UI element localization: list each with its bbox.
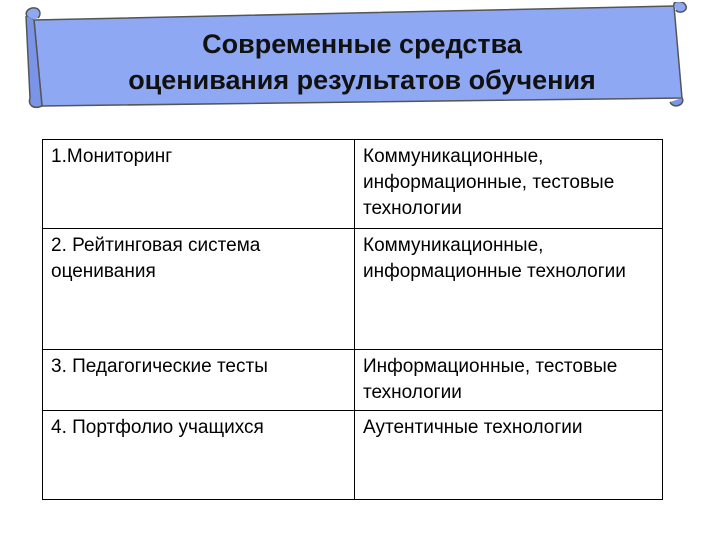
table-cell-technology: Аутентичные технологии <box>355 411 663 500</box>
table-row <box>43 350 663 411</box>
title-line-2: оценивания результатов обучения <box>128 65 596 95</box>
table-cell-method: 3. Педагогические тесты <box>43 350 355 411</box>
table-cell-method: 2. Рейтинговая система оценивания <box>43 229 355 350</box>
page-title <box>82 26 642 98</box>
table-cell-technology: Информационные, тестовые технологии <box>355 350 663 411</box>
assessment-table <box>42 139 663 500</box>
title-line-1: Современные средства <box>202 29 522 59</box>
table-cell-technology: Коммуникационные, информационные, тестовые технологии <box>355 140 663 229</box>
title-banner-scroll <box>22 2 690 114</box>
table-row <box>43 411 663 500</box>
table-row <box>43 229 663 350</box>
table-row <box>43 140 663 229</box>
table-cell-method: 4. Портфолио учащихся <box>43 411 355 500</box>
table-cell-method: 1.Мониторинг <box>43 140 355 229</box>
table-cell-technology: Коммуникационные, информационные технологии <box>355 229 663 350</box>
